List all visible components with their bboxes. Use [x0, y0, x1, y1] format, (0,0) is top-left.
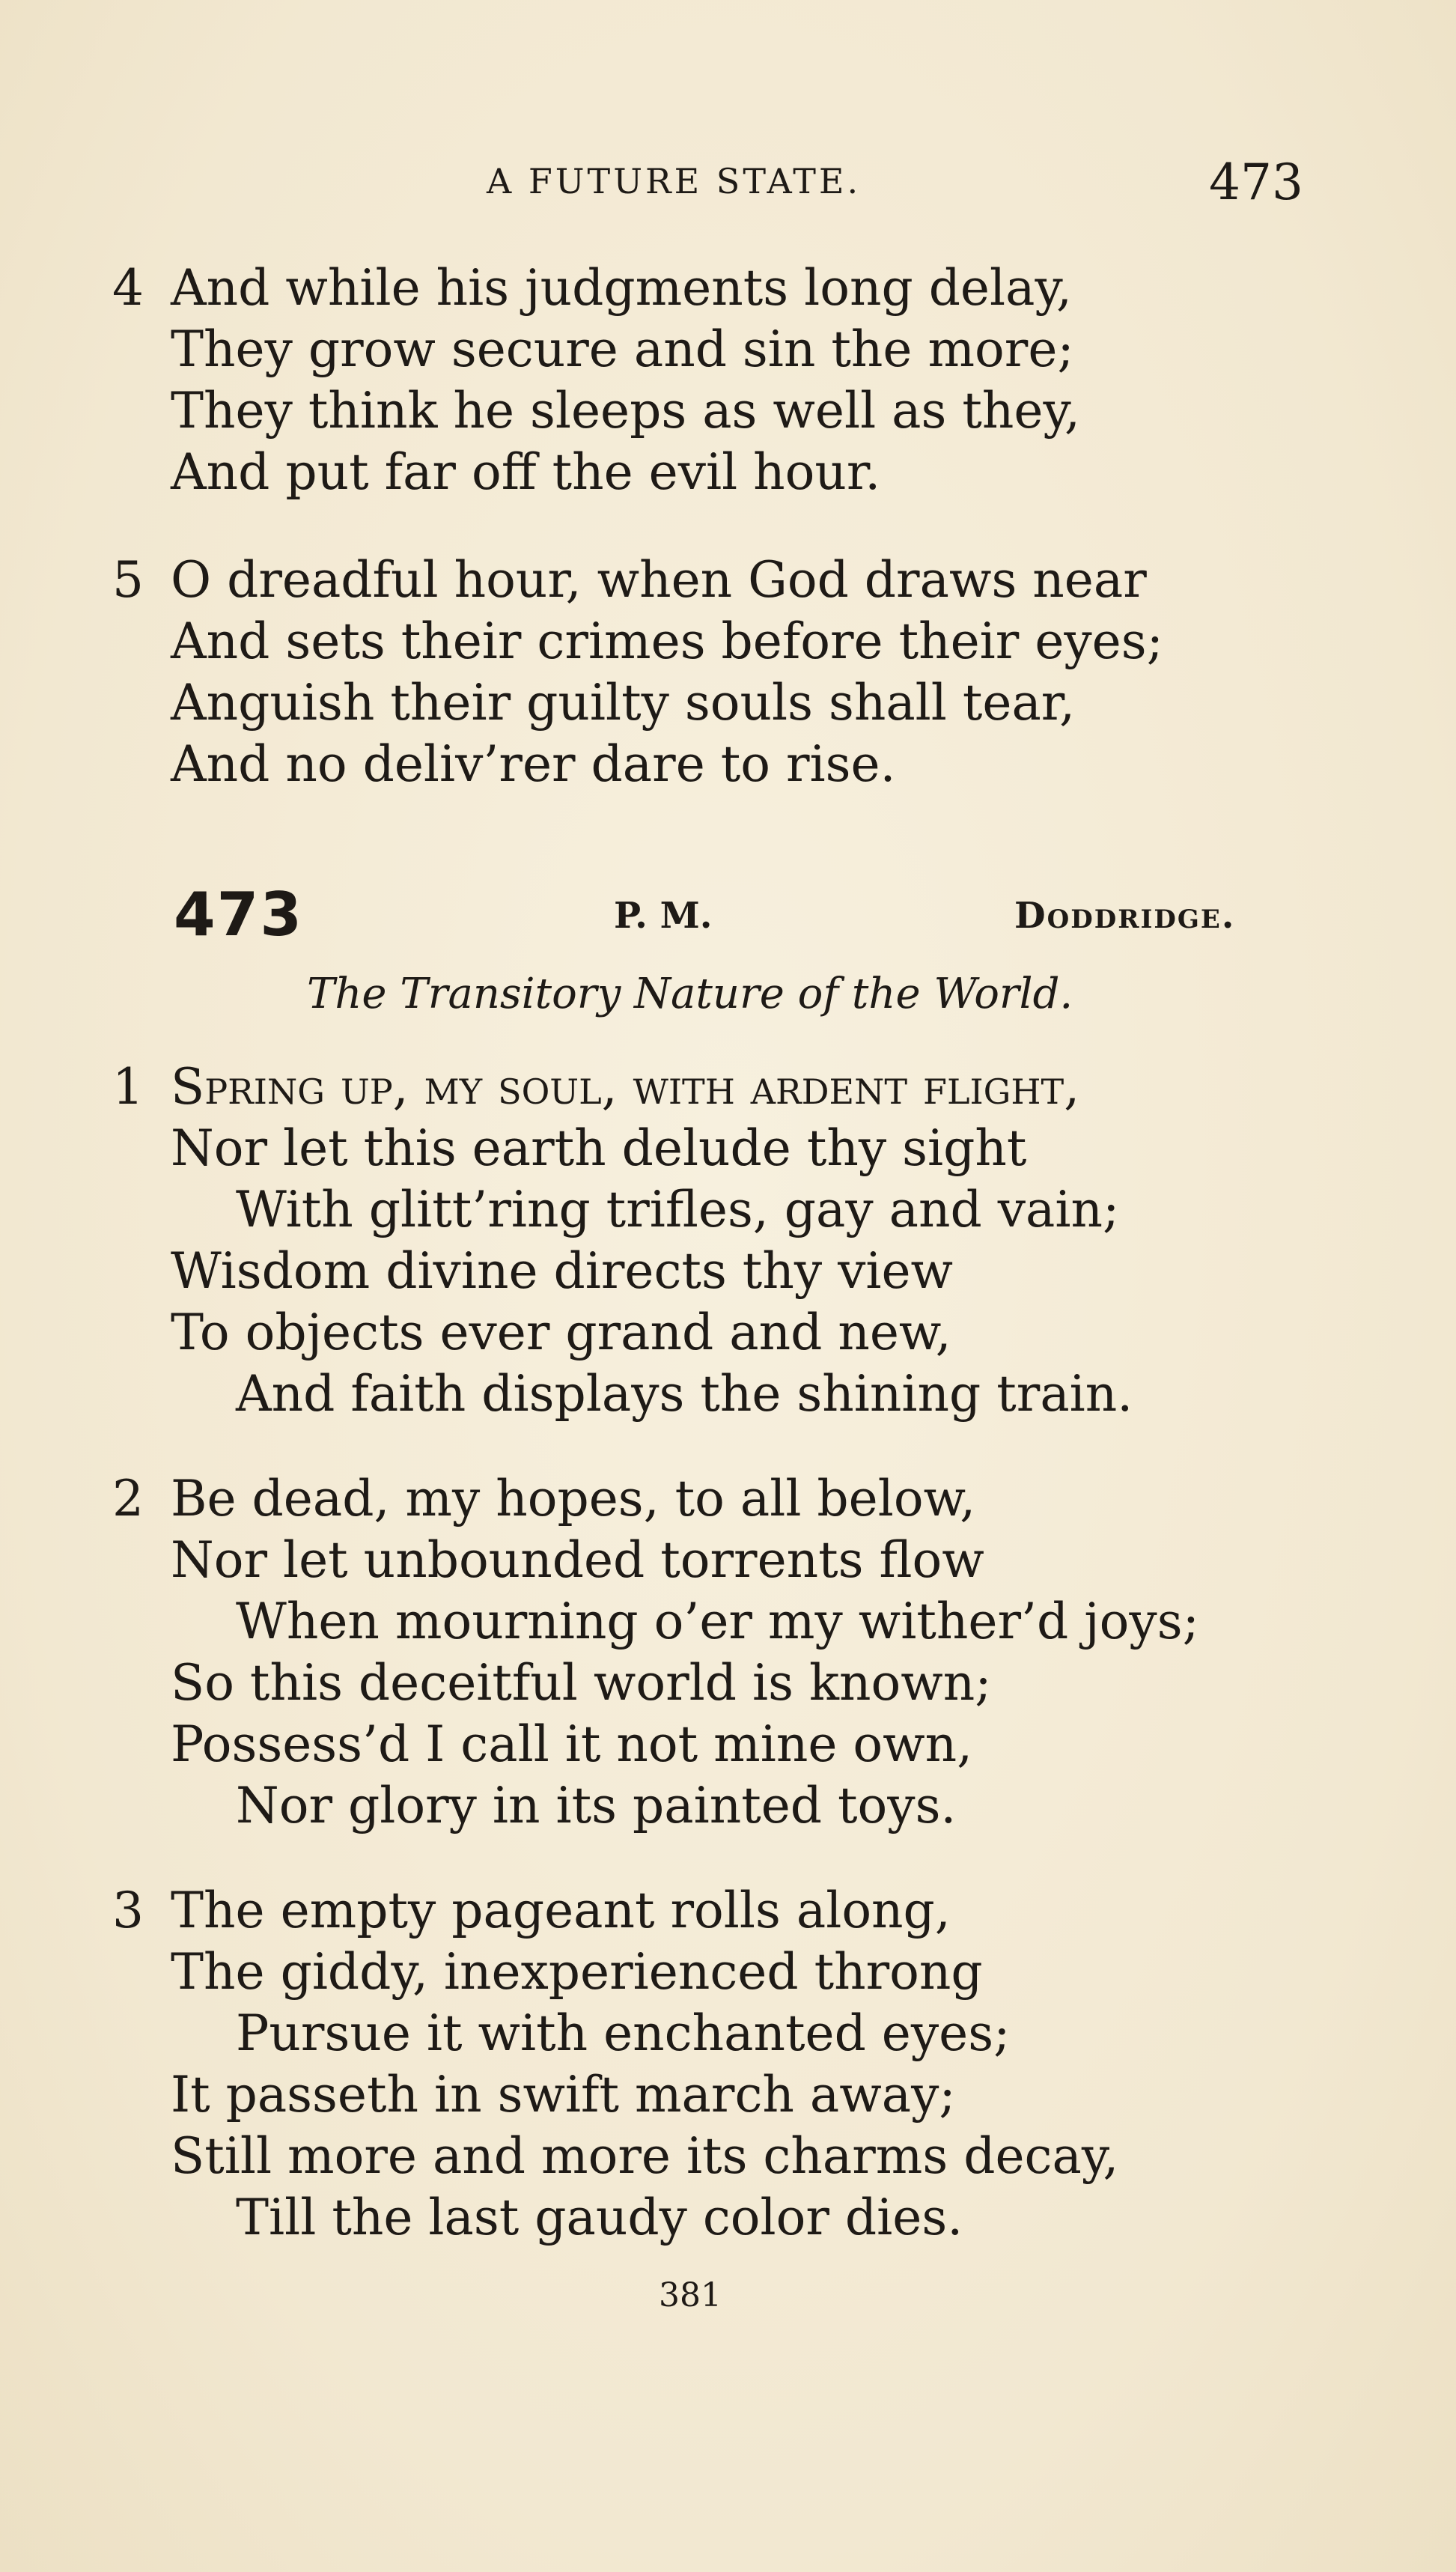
verse-line: And sets their crimes before their eyes; — [171, 612, 1163, 670]
stanza-number: 2 — [112, 1470, 144, 1527]
stanza-number: 3 — [112, 1882, 144, 1939]
verse-line: The giddy, inexperienced throng — [171, 1943, 983, 2001]
verse-line: Nor glory in its painted toys. — [236, 1777, 957, 1834]
signature-mark: 381 — [659, 2276, 722, 2314]
stanza-number: 5 — [112, 551, 144, 609]
verse-line: Nor let this earth delude thy sight — [171, 1119, 1027, 1177]
verse-line: Nor let unbounded torrents flow — [171, 1531, 984, 1589]
verse-line: And faith displays the shining train. — [236, 1365, 1133, 1423]
page-number: 473 — [1209, 153, 1303, 211]
verse-line: Spring up, my soul, with ardent flight, — [171, 1058, 1080, 1116]
hymn-author: Doddridge. — [1014, 895, 1236, 937]
hymn-title: The Transitory Nature of the World. — [307, 970, 1073, 1018]
verse-line: O dreadful hour, when God draws near — [171, 551, 1147, 609]
verse-line: Pursue it with enchanted eyes; — [236, 2004, 1011, 2062]
verse-line: Anguish their guilty souls shall tear, — [171, 674, 1076, 732]
verse-line: They think he sleeps as well as they, — [171, 382, 1080, 440]
verse-line: And put far off the evil hour. — [171, 443, 881, 501]
verse-line: And no deliv’rer dare to rise. — [171, 735, 896, 793]
verse-line: Still more and more its charms decay, — [171, 2127, 1119, 2185]
verse-line: They grow secure and sin the more; — [171, 320, 1074, 378]
verse-line: To objects ever grand and new, — [171, 1304, 951, 1361]
hymn-meter: P. M. — [614, 895, 713, 937]
verse-line: Till the last gaudy color dies. — [236, 2189, 963, 2246]
stanza-number: 1 — [112, 1058, 144, 1116]
verse-line: When mourning o’er my wither’d joys; — [236, 1593, 1199, 1650]
verse-line: Wisdom divine directs thy view — [171, 1242, 954, 1300]
verse-line: With glitt’ring trifles, gay and vain; — [236, 1181, 1120, 1238]
hymn-number: 473 — [174, 880, 303, 949]
verse-line: So this deceitful world is known; — [171, 1654, 992, 1712]
verse-line: It passeth in swift march away; — [171, 2066, 956, 2123]
verse-line: Be dead, my hopes, to all below, — [171, 1470, 976, 1527]
verse-line: And while his judgments long delay, — [171, 259, 1072, 317]
running-head: A FUTURE STATE. — [487, 161, 862, 201]
verse-line: The empty pageant rolls along, — [171, 1882, 951, 1939]
stanza-number: 4 — [112, 259, 144, 317]
verse-line: Possess’d I call it not mine own, — [171, 1715, 973, 1773]
